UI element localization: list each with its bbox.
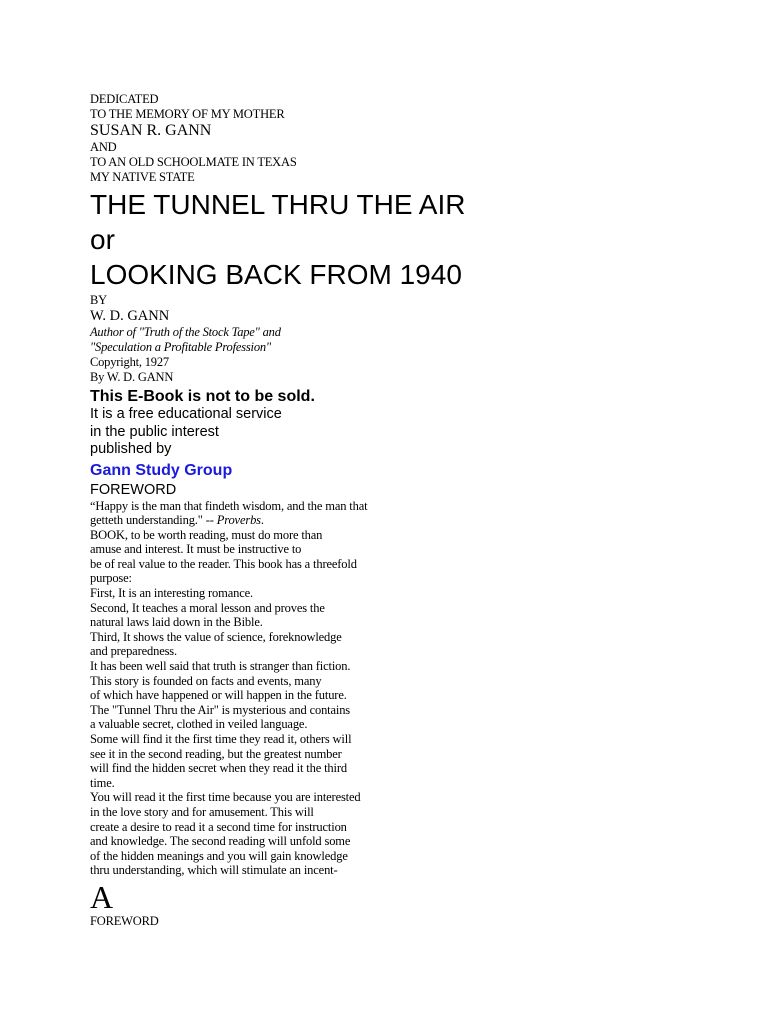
foreword-quote	[90, 499, 730, 514]
foreword-line: This story is founded on facts and events, many	[90, 673, 322, 688]
foreword-line: purpose:	[90, 571, 132, 586]
document-page	[90, 92, 730, 929]
foreword-line: natural laws laid down in the Bible.	[90, 615, 263, 630]
notice-line: It is a free educational service	[90, 406, 282, 422]
quote-text: “Happy is the man that findeth wisdom, and the man that	[90, 498, 368, 513]
author-credits: "Speculation a Profitable Profession"	[90, 340, 271, 354]
foreword-line: a valuable secret, clothed in veiled language.	[90, 717, 308, 732]
ebook-notice	[90, 387, 730, 481]
foreword-line: see it in the second reading, but the greatest number	[90, 746, 342, 761]
foreword	[90, 481, 730, 929]
notice-line: in the public interest	[90, 423, 219, 440]
dedication-line: MY NATIVE STATE	[90, 170, 195, 184]
foreword-line: Third, It shows the value of science, foreknowledge	[90, 629, 342, 644]
byline	[90, 293, 730, 385]
foreword-line: of which have happened or will happen in the future.	[90, 688, 347, 703]
book-title	[90, 187, 730, 292]
notice-line: published by	[90, 441, 172, 457]
quote-source: Proverbs	[216, 513, 261, 528]
publisher-name: Gann Study Group	[90, 461, 233, 479]
foreword-line: in the love story and for amusement. This will	[90, 804, 314, 819]
dedication-line: DEDICATED	[90, 92, 159, 106]
by-label: BY	[90, 293, 107, 307]
foreword-line: time.	[90, 775, 115, 790]
foreword-line: will find the hidden secret when they read it the third	[90, 761, 347, 776]
foreword-line: Second, It teaches a moral lesson and proves the	[90, 600, 325, 615]
copyright: Copyright, 1927	[90, 355, 169, 369]
title-line: LOOKING BACK FROM 1940	[90, 259, 462, 290]
dedication-line: TO AN OLD SCHOOLMATE IN TEXAS	[90, 155, 297, 169]
notice-headline: This E-Book is not to be sold.	[90, 388, 315, 405]
foreword-line: First, It is an interesting romance.	[90, 586, 253, 601]
quote-cont: getteth understanding." --	[90, 513, 217, 528]
foreword-line: BOOK, to be worth reading, must do more than	[90, 527, 323, 542]
foreword-line: create a desire to read it a second time for instruction	[90, 819, 347, 834]
foreword-line: thru understanding, which will stimulate an incent-	[90, 863, 338, 878]
foreword-body	[90, 528, 730, 878]
foreword-heading: FOREWORD	[90, 481, 177, 498]
title-line: THE TUNNEL THRU THE AIR	[90, 189, 466, 220]
foreword-line: be of real value to the reader. This book has a threefold	[90, 556, 357, 571]
title-line: or	[90, 224, 115, 255]
foreword-quote	[90, 513, 730, 528]
foreword-line: The "Tunnel Thru the Air" is mysterious and contains	[90, 702, 351, 717]
foreword-line: amuse and interest. It must be instructive to	[90, 542, 302, 557]
copyright-by: By W. D. GANN	[90, 370, 174, 384]
foreword-line: of the hidden meanings and you will gain knowledge	[90, 848, 348, 863]
quote-end: .	[260, 513, 264, 528]
mother-name: SUSAN R. GANN	[90, 122, 212, 139]
foreword-line: You will read it the first time because you are interested	[90, 790, 361, 805]
foreword-footer: FOREWORD	[90, 913, 159, 928]
foreword-line: and preparedness.	[90, 644, 177, 659]
drop-letter: A	[90, 878, 114, 915]
dedication	[90, 92, 730, 185]
dedication-line: AND	[90, 140, 117, 154]
foreword-line: Some will find it the first time they read it, others will	[90, 732, 352, 746]
author-credits: Author of "Truth of the Stock Tape" and	[90, 325, 281, 339]
foreword-line: It has been well said that truth is stranger than fiction.	[90, 659, 351, 674]
foreword-line: and knowledge. The second reading will unfold some	[90, 834, 351, 849]
dedication-line: TO THE MEMORY OF MY MOTHER	[90, 107, 285, 121]
author-name: W. D. GANN	[90, 308, 170, 324]
